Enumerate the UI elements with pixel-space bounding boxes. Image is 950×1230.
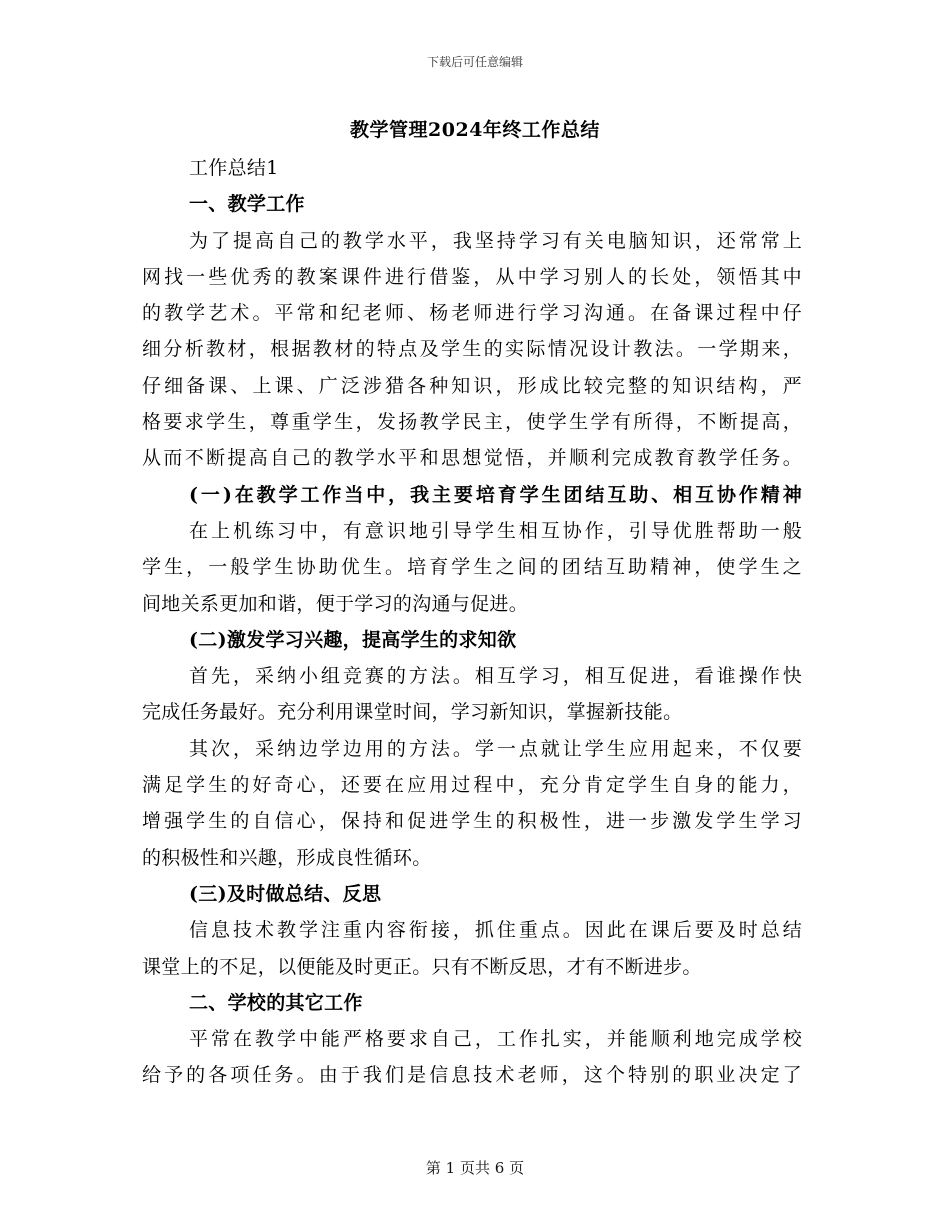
paragraph-line: 其次，采纳边学边用的方法。学一点就让学生应用起来，不仅要: [189, 737, 802, 760]
section-heading: (三)及时做总结、反思: [189, 882, 382, 905]
paragraph-line: 工作总结1: [189, 157, 279, 179]
download-note: 下载后可任意编辑: [426, 55, 523, 69]
paragraph-line: 从而不断提高自己的教学水平和思想觉悟，并顺利完成教育教学任务。: [142, 447, 802, 470]
paragraph-line: 网找一些优秀的教案课件进行借鉴，从中学习别人的长处，领悟其中: [142, 265, 802, 288]
document-body: [142, 150, 802, 1094]
paragraph-line: 间地关系更加和谐，便于学习的沟通与促进。: [142, 592, 529, 615]
paragraph-line: 满足学生的好奇心，还要在应用过程中，充分肯定学生自身的能力，: [142, 774, 802, 797]
paragraph-line: 增强学生的自信心，保持和促进学生的积极性，进一步激发学生学习: [142, 810, 802, 833]
paragraph-line: 完成任务最好。充分利用课堂时间，学习新知识，掌握新技能。: [142, 701, 683, 724]
paragraph-line: 在上机练习中，有意识地引导学生相互协作，引导优胜帮助一般: [189, 519, 802, 542]
section-heading: (二)激发学习兴趣，提高学生的求知欲: [189, 628, 517, 651]
paragraph-line: 为了提高自己的教学水平，我坚持学习有关电脑知识，还常常上: [189, 229, 802, 252]
document-title: 教学管理2024年终工作总结: [350, 119, 600, 141]
paragraph-line: 信息技术教学注重内容衔接，抓住重点。因此在课后要及时总结: [189, 919, 802, 942]
paragraph-line: 的教学艺术。平常和纪老师、杨老师进行学习沟通。在备课过程中仔: [142, 302, 802, 325]
paragraph-line: 给予的各项任务。由于我们是信息技术老师，这个特别的职业决定了: [142, 1064, 802, 1087]
section-heading: (一)在教学工作当中，我主要培育学生团结互助、相互协作精神: [189, 483, 802, 506]
paragraph-line: 课堂上的不足，以便能及时更正。只有不断反思，才有不断进步。: [142, 955, 702, 978]
paragraph-line: 细分析教材，根据教材的特点及学生的实际情况设计教法。一学期来，: [142, 338, 802, 361]
page-footer: 第 1 页共 6 页: [425, 1159, 525, 1177]
paragraph-line: 平常在教学中能严格要求自己，工作扎实，并能顺利地完成学校: [189, 1028, 802, 1051]
section-heading: 二、学校的其它工作: [189, 991, 363, 1014]
paragraph-line: 的积极性和兴趣，形成良性循环。: [142, 846, 432, 869]
paragraph-line: 首先，采纳小组竞赛的方法。相互学习，相互促进，看谁操作快: [189, 665, 802, 688]
section-heading: 一、教学工作: [189, 193, 305, 216]
paragraph-line: 学生，一般学生协助优生。培育学生之间的团结互助精神，使学生之: [142, 556, 802, 579]
paragraph-line: 格要求学生，尊重学生，发扬教学民主，使学生学有所得，不断提高，: [142, 411, 802, 434]
paragraph-line: 仔细备课、上课、广泛涉猎各种知识，形成比较完整的知识结构，严: [142, 374, 802, 397]
